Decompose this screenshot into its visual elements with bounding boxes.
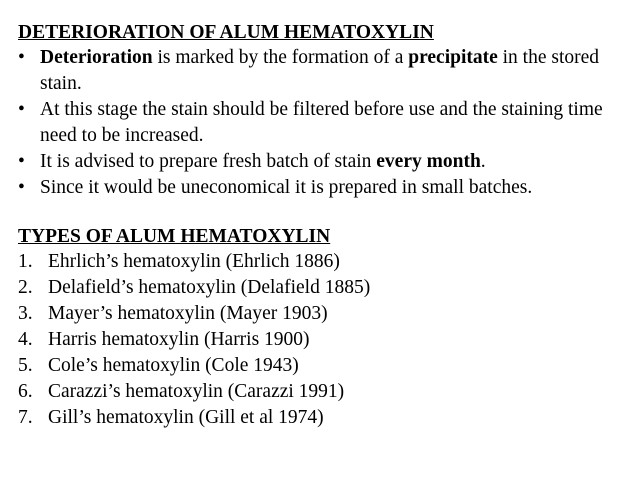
bold-term-precipitate: precipitate [408,47,498,68]
bullet-item-deterioration [18,45,628,97]
bullet-marker: • [18,47,25,68]
section-spacer [18,201,628,225]
bullet-text: At this stage the stain should be filtered before use and the staining time need to be increased. [40,99,603,146]
list-item [18,353,628,379]
list-item-text: Ehrlich’s hematoxylin (Ehrlich 1886) [48,251,340,272]
types-heading: TYPES OF ALUM HEMATOXYLIN [18,226,331,247]
bullet-text: is marked by the formation of a [152,47,409,68]
bullet-text: in the stored stain. [40,47,600,94]
bullet-text: Since it would be uneconomical it is prepared in small batches. [40,177,533,198]
bullet-item-filtering [18,97,628,149]
list-number: 1. [18,251,33,272]
bullet-item-fresh-batch [18,149,628,175]
bullet-marker: • [18,177,25,198]
bullet-marker: • [18,99,25,120]
slide-content [18,21,628,431]
bullet-marker: • [18,151,25,172]
list-number: 7. [18,407,33,428]
list-item [18,275,628,301]
list-number: 5. [18,355,33,376]
list-number: 3. [18,303,33,324]
types-numbered-list [18,249,628,431]
list-item-text: Cole’s hematoxylin (Cole 1943) [48,355,299,376]
list-item [18,301,628,327]
list-item-text: Carazzi’s hematoxylin (Carazzi 1991) [48,381,345,402]
deterioration-bullet-list [18,45,628,201]
bold-term-deterioration: Deterioration [40,47,153,68]
list-number: 2. [18,277,33,298]
list-number: 4. [18,329,33,350]
list-item [18,327,628,353]
deterioration-heading: DETERIORATION OF ALUM HEMATOXYLIN [18,22,434,43]
list-item [18,405,628,431]
list-item-text: Harris hematoxylin (Harris 1900) [48,329,310,350]
list-item-text: Mayer’s hematoxylin (Mayer 1903) [48,303,328,324]
bullet-text: It is advised to prepare fresh batch of stain [40,151,377,172]
list-number: 6. [18,381,33,402]
bullet-item-small-batches [18,175,628,201]
list-item-text: Gill’s hematoxylin (Gill et al 1974) [48,407,324,428]
bold-term-every-month: every month [376,151,481,172]
bullet-text: . [480,151,486,172]
list-item-text: Delafield’s hematoxylin (Delafield 1885) [48,277,371,298]
list-item [18,249,628,275]
list-item [18,379,628,405]
